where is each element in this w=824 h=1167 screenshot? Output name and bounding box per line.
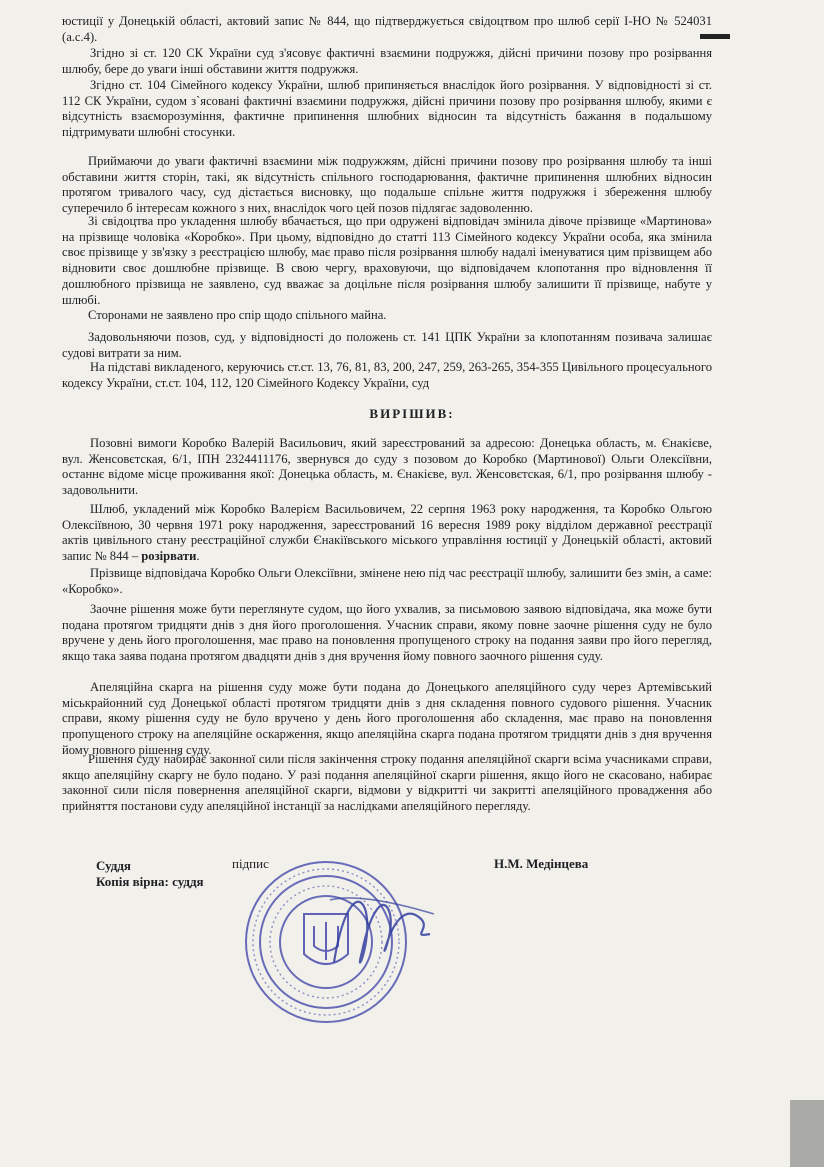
paragraph-8: На підставі викладеного, керуючись ст.ст. 13, 76, 81, 83, 200, 247, 259, 263-265, 354-355 Цивільного процесуального кодексу України, ст.ст. 104, 112, 120 Сімейного Кодексу України, суд xyxy=(62,360,712,390)
paragraph-3: Згідно ст. 104 Сімейного кодексу України, шлюб припиняється внаслідок його розірвання. У відповідності зі ст. 112 СК України, судом з`ясовані фактичні взаємини подружжя, дійсні причини позову про розірвання шлюбу, якими є відсутність взаєморозуміння, фактичне припинення шлюбних відносин та відсутність бажання в подальшому підтримувати шлюбні стосунки. xyxy=(62,78,712,140)
paragraph-10-bold: розірвати xyxy=(141,549,197,564)
copy-certified-label: Копія вірна: суддя xyxy=(96,874,204,889)
paragraph-9: Позовні вимоги Коробко Валерій Васильович, який зареєстрований за адресою: Донецька область, м. Єнакієве, вул. Женсовєтская, 6/1, ІПН 2324411176, звернувся до суду з позовом до Коробко (Мартинової) Ольги Олексіївни, останнє відоме місце проживання якої: Донецька область, м. Єнакієве, вул. Женсовєтская, 6/1, про розірвання шлюбу - задовольнити. xyxy=(62,436,712,498)
paragraph-13: Апеляційна скарга на рішення суду може бути подана до Донецького апеляційного суду через Артемівський міськрайонний суд Донецької області протягом тридцяти днів з дня складення повного судового рішення. Учасник справи, якому рішення суду не було вручено у день його проголошення або складення, має право на поновлення пропущеного строку на апеляційне оскарження, якщо апеляційна скарга подана протягом тридцяти днів з дня вручення йому повного рішення суду. xyxy=(62,680,712,757)
paragraph-5: Зі свідоцтва про укладення шлюбу вбачається, що при одружені відповідач змінила дівоче прізвище «Мартинова» на прізвище чоловіка «Коробко». При цьому, відповідно до статті 113 Сімейного кодексу України особа, яка змінила своє прізвище у зв'язку з реєстрацією шлюбу, має право після розірвання шлюбу надалі іменуватися цим прізвищем або відновити своє дошлюбне прізвище. В свою чергу, враховуючи, що відповідачем клопотання про відновлення її дошлюбного прізвища не заявлено, суд вважає за доцільне після розірвання шлюбу залишити її прізвище, набуте у шлюбі. xyxy=(62,214,712,307)
decision-heading: ВИРІШИВ: xyxy=(369,406,455,421)
paragraph-11: Прізвище відповідача Коробко Ольги Олексіївни, змінене нею під час реєстрації шлюбу, залишити без змін, а саме: «Коробко». xyxy=(62,566,712,596)
judge-name: Н.М. Медінцева xyxy=(494,856,589,871)
paragraph-10 xyxy=(62,502,712,565)
paragraph-12: Заочне рішення може бути переглянуте судом, що його ухвалив, за письмовою заявою відповідача, яка може бути подана протягом тридцяти днів з дня його проголошення. Учасник справи, якому повне заочне рішення суду не було вручене у день його проголошення, має право на поновлення пропущеного строку на подання заяви про його перегляд, якщо така заява подана протягом двадцяти днів з дня вручення йому повного заочного рішення суду. xyxy=(62,602,712,664)
paragraph-10-end: . xyxy=(196,549,200,564)
paragraph-6: Сторонами не заявлено про спір щодо спільного майна. xyxy=(88,308,387,322)
paragraph-10-text: Шлюб, укладений між Коробко Валерієм Васильовичем, 22 серпня 1963 року народження, та Коробко Ольгою Олексіївною, 30 червня 1971 року народження, зареєстрований 16 вересня 1989 року відділом державної реєстрації актів цивільного стану реєстраційної служби Єнакіївського міського управління юстиції у Донецькій області, актовий запис № 844 – xyxy=(62,502,712,564)
signed-label: підпис xyxy=(232,856,269,871)
judge-label: Суддя xyxy=(96,858,131,873)
paragraph-1: юстиції у Донецькій області, актовий запис № 844, що підтверджується свідоцтвом про шлюб серії І-НО № 524031 (а.с.4). xyxy=(62,14,712,44)
court-stamp xyxy=(234,842,444,1042)
paragraph-7: Задовольняючи позов, суд, у відповідності до положень ст. 141 ЦПК України за клопотанням позивача залишає судові витрати за ним. xyxy=(62,330,712,360)
paragraph-2: Згідно зі ст. 120 СК України суд з'ясовує фактичні взаємини подружжя, дійсні причини позову про розірвання шлюбу, бере до уваги інші обставини життя подружжя. xyxy=(62,46,712,76)
paragraph-4: Приймаючи до уваги фактичні взаємини між подружжям, дійсні причини позову про розірвання шлюбу та інші обставини життя сторін, такі, як відсутність спільного господарювання, фактичне припинення шлюбних відносин протягом тривалого часу, суд дістається висновку, що подальше спільне життя подружжя і збереження шлюбу суперечило б інтересам кожного з них, внаслідок чого цей позов підлягає задоволенню. xyxy=(62,154,712,216)
paragraph-14: Рішення суду набирає законної сили після закінчення строку подання апеляційної скарги всіма учасниками справи, якщо апеляційну скаргу не було подано. У разі подання апеляційної скарги рішення, якщо його не скасовано, набирає законної сили після повернення апеляційної скарги, відмови у відкритті чи закритті апеляційного провадження або прийняття постанови суду апеляційної інстанції за наслідками апеляційного перегляду. xyxy=(62,752,712,814)
coat-of-arms-icon xyxy=(304,914,348,964)
